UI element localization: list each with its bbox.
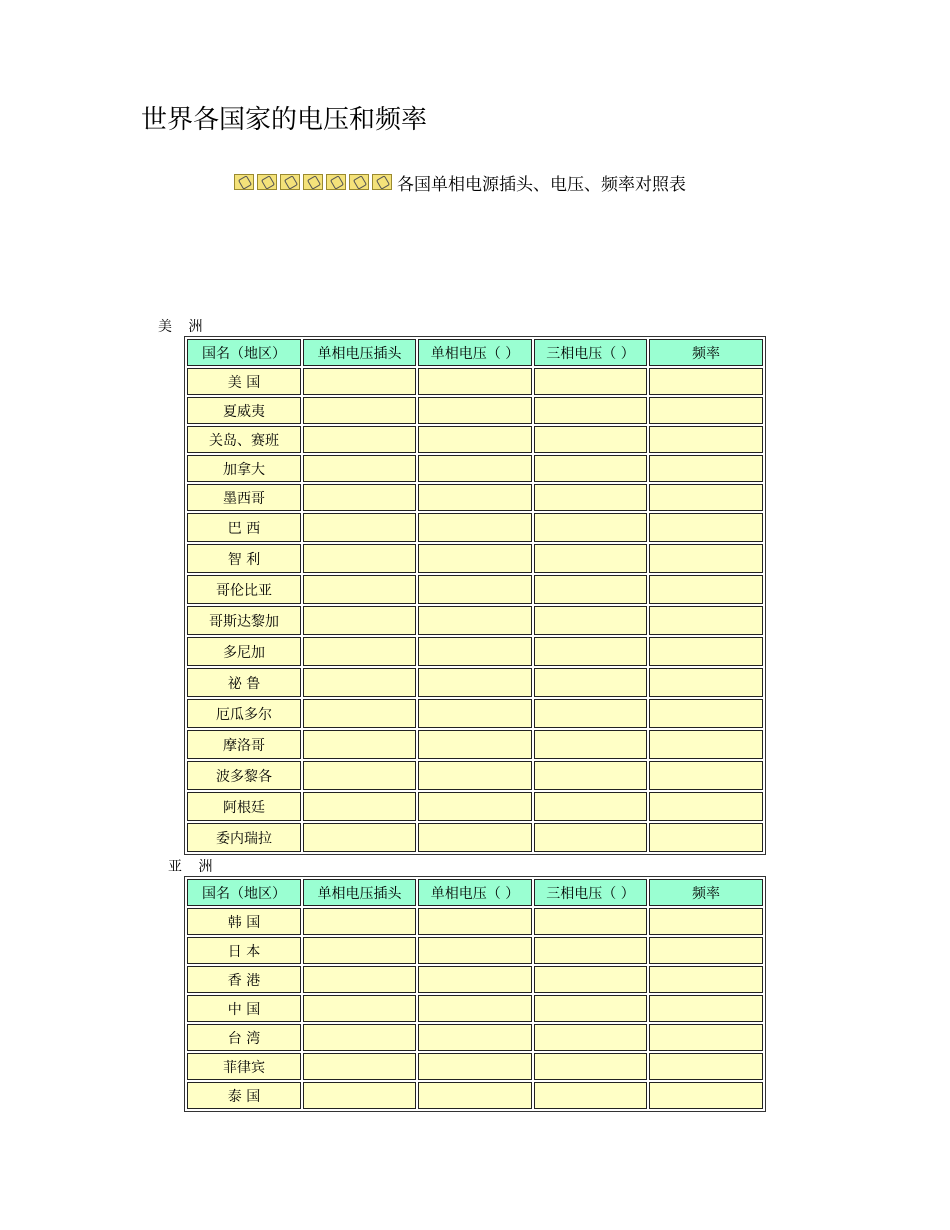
column-header: 国名（地区） — [187, 339, 301, 366]
empty-value-cell — [649, 730, 763, 759]
country-cell: 哥伦比亚 — [187, 575, 301, 604]
empty-value-cell — [303, 484, 416, 511]
empty-value-cell — [303, 368, 416, 395]
empty-value-cell — [534, 513, 647, 542]
empty-value-cell — [303, 1024, 416, 1051]
empty-value-cell — [534, 823, 647, 852]
region-label-asia: 亚 洲 — [168, 859, 219, 875]
empty-value-cell — [649, 1024, 763, 1051]
empty-value-cell — [534, 484, 647, 511]
country-cell: 日 本 — [187, 937, 301, 964]
empty-value-cell — [418, 699, 532, 728]
table-row — [187, 1024, 763, 1051]
empty-value-cell — [303, 966, 416, 993]
country-cell: 厄瓜多尔 — [187, 699, 301, 728]
empty-value-cell — [649, 937, 763, 964]
table-row — [187, 455, 763, 482]
pencil-glyph-icon — [372, 174, 392, 190]
empty-value-cell — [418, 426, 532, 453]
empty-value-cell — [303, 606, 416, 635]
empty-value-cell — [418, 513, 532, 542]
empty-value-cell — [418, 484, 532, 511]
empty-value-cell — [303, 426, 416, 453]
pencil-glyph-icon — [349, 174, 369, 190]
empty-value-cell — [649, 908, 763, 935]
empty-value-cell — [418, 544, 532, 573]
empty-value-cell — [649, 668, 763, 697]
empty-value-cell — [303, 455, 416, 482]
pencil-glyph-icon — [234, 174, 254, 190]
empty-value-cell — [303, 699, 416, 728]
country-cell: 智 利 — [187, 544, 301, 573]
country-cell: 台 湾 — [187, 1024, 301, 1051]
empty-value-cell — [534, 966, 647, 993]
country-cell: 中 国 — [187, 995, 301, 1022]
empty-value-cell — [534, 937, 647, 964]
table-row — [187, 699, 763, 728]
empty-value-cell — [649, 995, 763, 1022]
empty-value-cell — [418, 637, 532, 666]
column-header: 国名（地区） — [187, 879, 301, 906]
table-row — [187, 761, 763, 790]
country-cell: 哥斯达黎加 — [187, 606, 301, 635]
empty-value-cell — [303, 397, 416, 424]
empty-value-cell — [303, 792, 416, 821]
empty-value-cell — [418, 455, 532, 482]
empty-value-cell — [534, 995, 647, 1022]
empty-value-cell — [418, 908, 532, 935]
column-header: 单相电压（ ） — [418, 339, 532, 366]
empty-value-cell — [418, 761, 532, 790]
empty-value-cell — [418, 575, 532, 604]
empty-value-cell — [534, 637, 647, 666]
table-row — [187, 397, 763, 424]
empty-value-cell — [418, 730, 532, 759]
empty-value-cell — [418, 368, 532, 395]
region-label-america: 美 洲 — [158, 319, 209, 335]
empty-value-cell — [534, 761, 647, 790]
empty-value-cell — [534, 1024, 647, 1051]
empty-value-cell — [649, 575, 763, 604]
country-cell: 祕 鲁 — [187, 668, 301, 697]
country-cell: 韩 国 — [187, 908, 301, 935]
empty-value-cell — [649, 368, 763, 395]
empty-value-cell — [649, 513, 763, 542]
table-row — [187, 908, 763, 935]
country-cell: 香 港 — [187, 966, 301, 993]
empty-value-cell — [649, 1082, 763, 1109]
column-header: 频率 — [649, 879, 763, 906]
empty-value-cell — [418, 606, 532, 635]
empty-value-cell — [418, 823, 532, 852]
column-header: 三相电压（ ） — [534, 339, 647, 366]
country-cell: 夏威夷 — [187, 397, 301, 424]
table-row — [187, 426, 763, 453]
country-cell: 加拿大 — [187, 455, 301, 482]
column-header: 频率 — [649, 339, 763, 366]
empty-value-cell — [418, 792, 532, 821]
empty-value-cell — [418, 966, 532, 993]
country-cell: 摩洛哥 — [187, 730, 301, 759]
empty-value-cell — [303, 668, 416, 697]
empty-value-cell — [303, 823, 416, 852]
page-title: 世界各国家的电压和频率 — [141, 105, 428, 135]
empty-value-cell — [534, 1053, 647, 1080]
header-row — [187, 339, 763, 366]
empty-value-cell — [534, 606, 647, 635]
empty-value-cell — [303, 1082, 416, 1109]
empty-value-cell — [418, 397, 532, 424]
table-america — [184, 336, 766, 855]
column-header: 三相电压（ ） — [534, 879, 647, 906]
empty-value-cell — [418, 995, 532, 1022]
empty-value-cell — [534, 426, 647, 453]
column-header: 单相电压插头 — [303, 879, 416, 906]
country-cell: 波多黎各 — [187, 761, 301, 790]
empty-value-cell — [534, 730, 647, 759]
table-row — [187, 513, 763, 542]
empty-value-cell — [534, 455, 647, 482]
glyph-strip — [234, 174, 395, 190]
subtitle: 各国单相电源插头、电压、频率对照表 — [397, 174, 686, 195]
empty-value-cell — [418, 668, 532, 697]
empty-value-cell — [534, 668, 647, 697]
country-cell: 泰 国 — [187, 1082, 301, 1109]
country-cell: 墨西哥 — [187, 484, 301, 511]
empty-value-cell — [534, 792, 647, 821]
empty-value-cell — [649, 699, 763, 728]
empty-value-cell — [649, 637, 763, 666]
table-row — [187, 966, 763, 993]
country-cell: 巴 西 — [187, 513, 301, 542]
column-header: 单相电压插头 — [303, 339, 416, 366]
table-row — [187, 637, 763, 666]
empty-value-cell — [649, 426, 763, 453]
country-cell: 菲律宾 — [187, 1053, 301, 1080]
empty-value-cell — [534, 397, 647, 424]
table-row — [187, 937, 763, 964]
empty-value-cell — [534, 1082, 647, 1109]
empty-value-cell — [649, 1053, 763, 1080]
table-row — [187, 1082, 763, 1109]
empty-value-cell — [534, 699, 647, 728]
empty-value-cell — [534, 575, 647, 604]
table-row — [187, 368, 763, 395]
country-cell: 多尼加 — [187, 637, 301, 666]
table-asia — [184, 876, 766, 1112]
empty-value-cell — [649, 823, 763, 852]
empty-value-cell — [303, 730, 416, 759]
empty-value-cell — [534, 544, 647, 573]
pencil-glyph-icon — [280, 174, 300, 190]
table-row — [187, 484, 763, 511]
pencil-glyph-icon — [257, 174, 277, 190]
column-header: 单相电压（ ） — [418, 879, 532, 906]
empty-value-cell — [418, 937, 532, 964]
empty-value-cell — [418, 1024, 532, 1051]
empty-value-cell — [649, 792, 763, 821]
table-row — [187, 823, 763, 852]
empty-value-cell — [649, 484, 763, 511]
empty-value-cell — [303, 513, 416, 542]
header-row — [187, 879, 763, 906]
empty-value-cell — [418, 1053, 532, 1080]
empty-value-cell — [534, 368, 647, 395]
country-cell: 委内瑞拉 — [187, 823, 301, 852]
empty-value-cell — [649, 455, 763, 482]
table-row — [187, 792, 763, 821]
empty-value-cell — [649, 761, 763, 790]
empty-value-cell — [303, 761, 416, 790]
table-row — [187, 668, 763, 697]
empty-value-cell — [418, 1082, 532, 1109]
empty-value-cell — [303, 544, 416, 573]
empty-value-cell — [303, 1053, 416, 1080]
empty-value-cell — [303, 937, 416, 964]
empty-value-cell — [303, 908, 416, 935]
empty-value-cell — [303, 637, 416, 666]
empty-value-cell — [534, 908, 647, 935]
pencil-glyph-icon — [303, 174, 323, 190]
table-row — [187, 1053, 763, 1080]
empty-value-cell — [649, 966, 763, 993]
country-cell: 阿根廷 — [187, 792, 301, 821]
table-row — [187, 606, 763, 635]
table-row — [187, 575, 763, 604]
empty-value-cell — [649, 606, 763, 635]
country-cell: 关岛、赛班 — [187, 426, 301, 453]
table-row — [187, 995, 763, 1022]
subtitle-row — [234, 170, 686, 194]
table-row — [187, 730, 763, 759]
empty-value-cell — [303, 995, 416, 1022]
table-row — [187, 544, 763, 573]
empty-value-cell — [303, 575, 416, 604]
empty-value-cell — [649, 544, 763, 573]
pencil-glyph-icon — [326, 174, 346, 190]
empty-value-cell — [649, 397, 763, 424]
country-cell: 美 国 — [187, 368, 301, 395]
